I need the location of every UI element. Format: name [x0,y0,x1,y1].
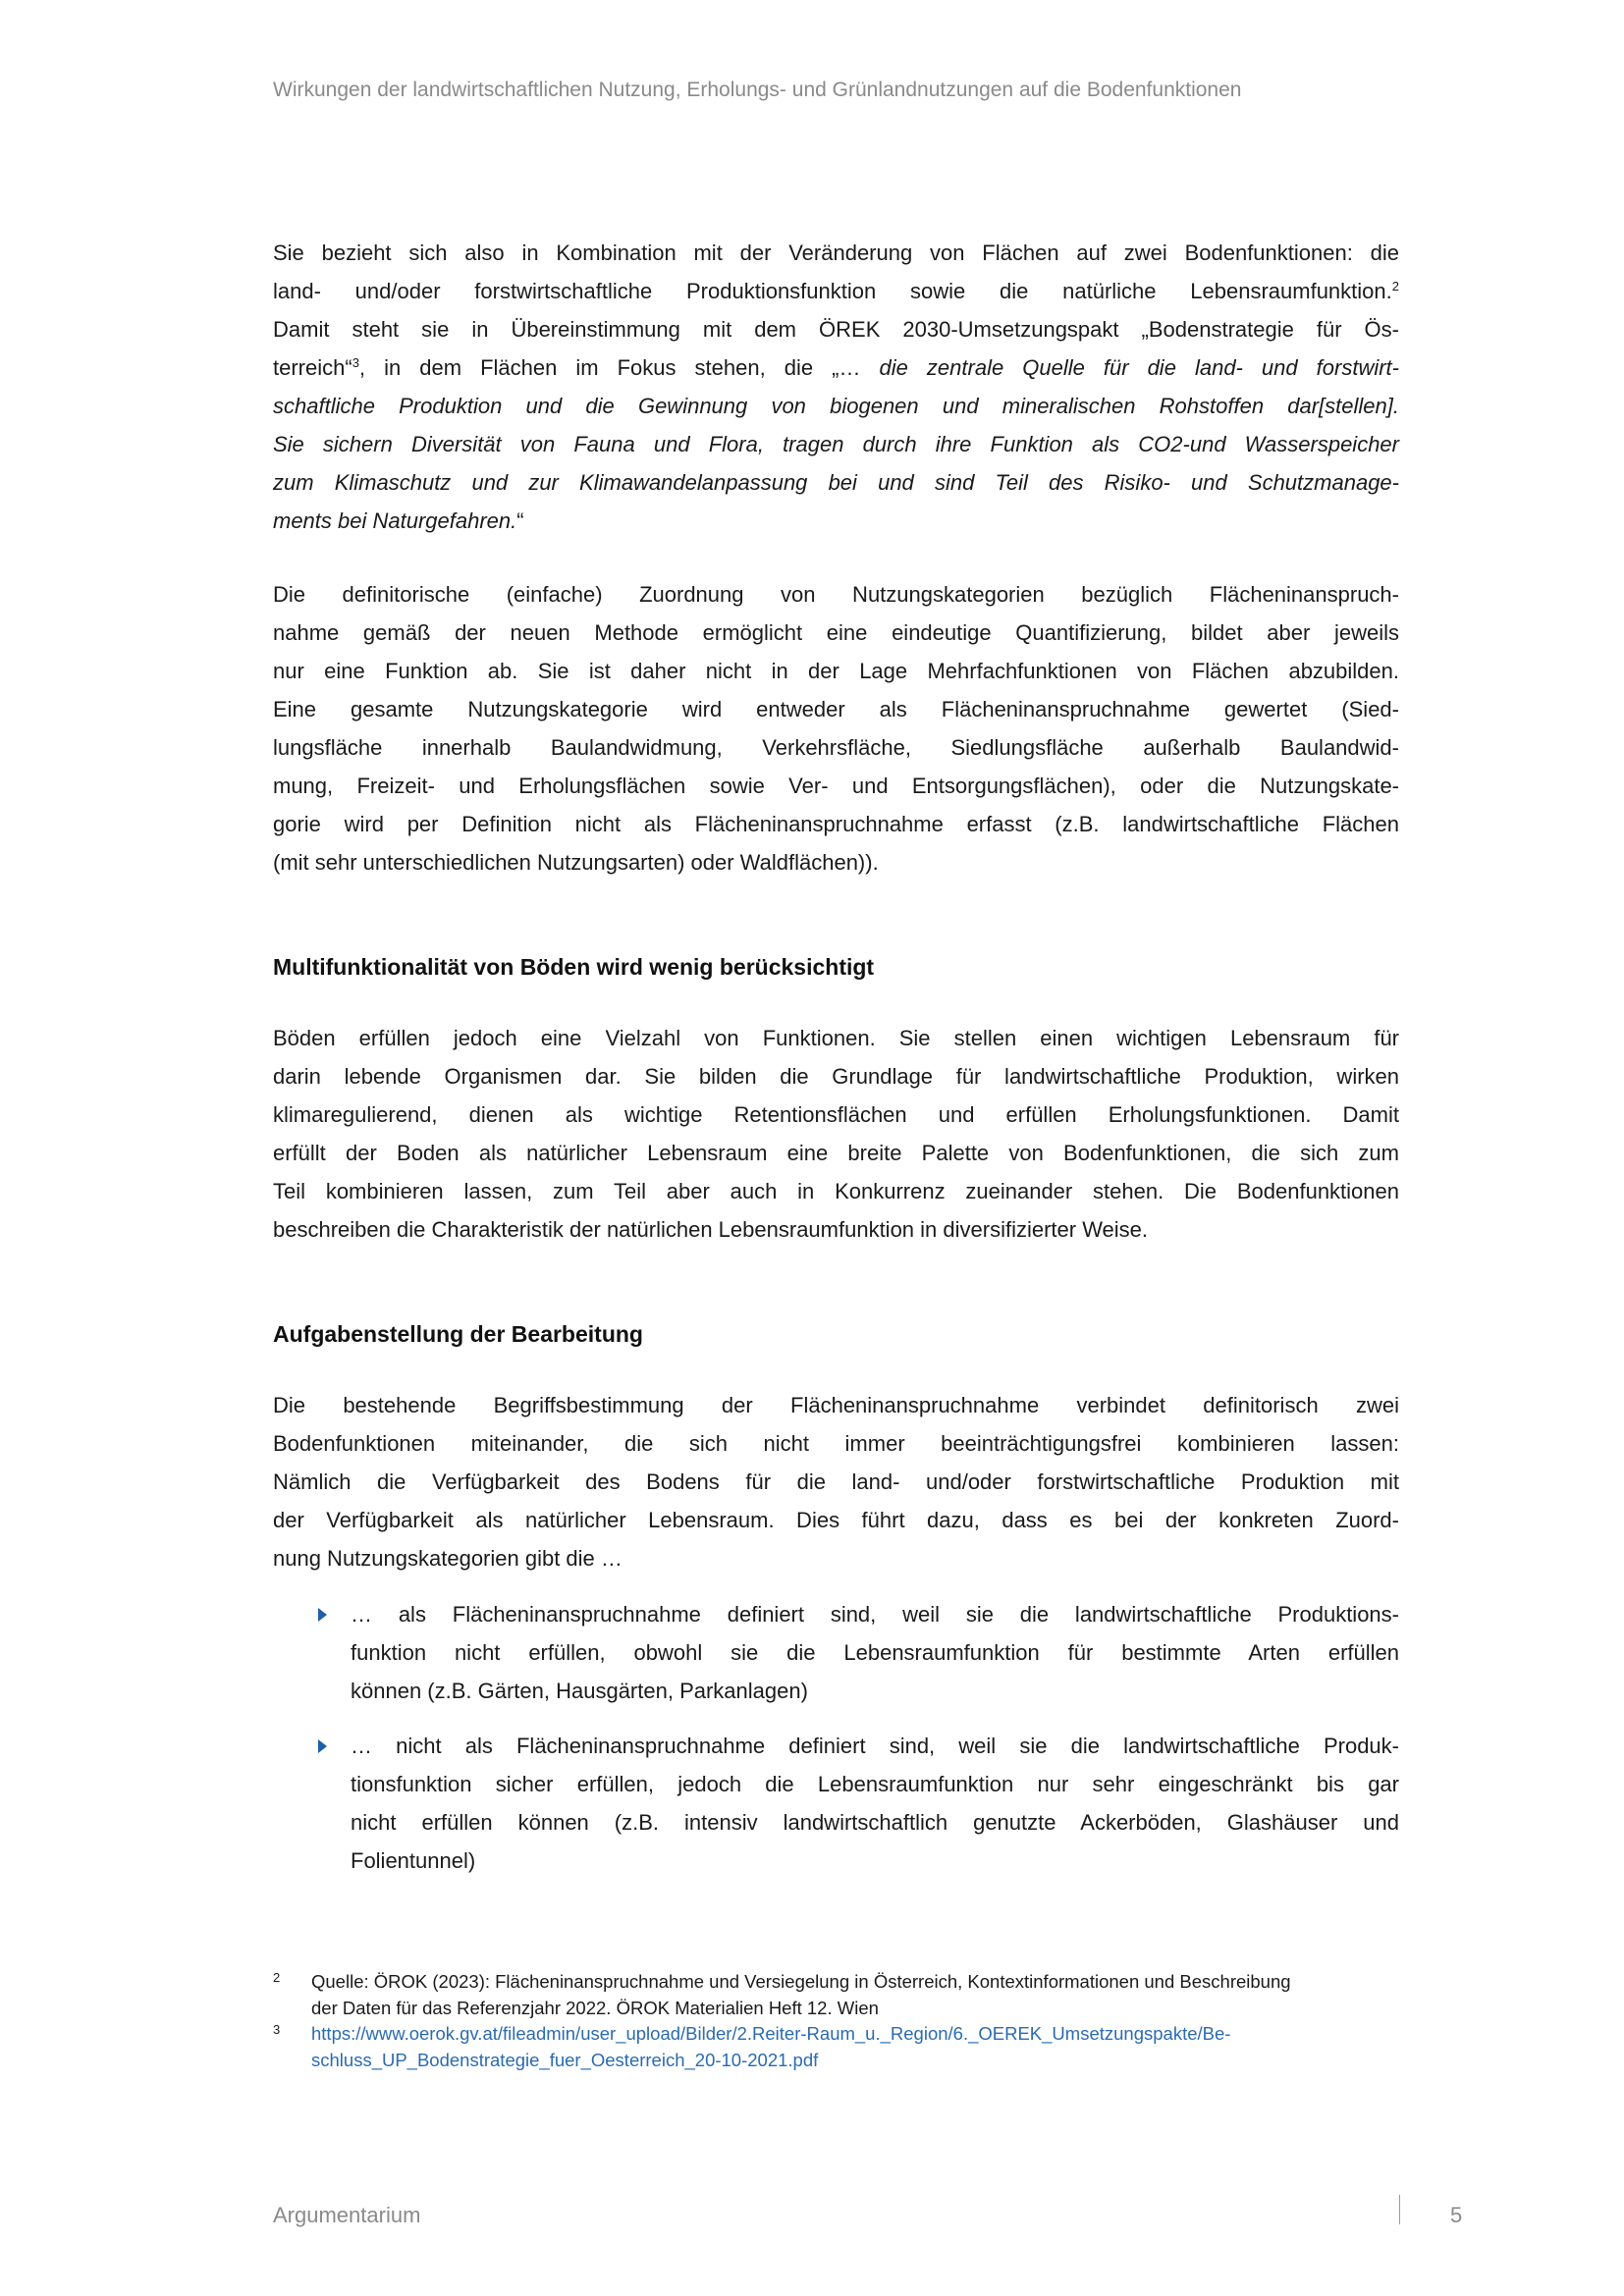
text-line: Folientunnel) [351,1848,476,1873]
footnote-reference[interactable]: 2 [1391,279,1399,294]
footnote-text [311,1968,1291,2021]
paragraph-bodenfunktionen [273,1019,1399,1249]
text-line [273,463,1399,502]
text-line: der Verfügbarkeit als natürlicher Lebensraum. Dies führt dazu, dass es bei der konkreten Zuord- [273,1508,1399,1532]
footnote-line: der Daten für das Referenzjahr 2022. ÖROK Materialien Heft 12. Wien [311,1998,879,2018]
text-line: können (z.B. Gärten, Hausgärten, Parkanlagen) [351,1679,808,1703]
quoted-text: zum Klimaschutz und zur Klimawandelanpassung bei und sind Teil des Risiko- und Schutzmanage- [273,470,1399,495]
text-line: (mit sehr unterschiedlichen Nutzungsarten) oder Waldflächen)). [273,850,879,875]
paragraph-aufgabenstellung [273,1386,1399,1577]
text-line: klimaregulierend, dienen als wichtige Retentionsflächen und erfüllen Erholungsfunktionen. Damit [273,1102,1399,1127]
page-number: 5 [1450,2203,1463,2227]
text-line: funktion nicht erfüllen, obwohl sie die Lebensraumfunktion für bestimmte Arten erfüllen [351,1640,1399,1665]
footnote-link-line[interactable]: schluss_UP_Bodenstrategie_fuer_Oesterreich_20-10-2021.pdf [311,2050,819,2070]
text-line: nung Nutzungskategorien gibt die … [273,1546,623,1571]
footnote-line: Quelle: ÖROK (2023): Flächeninanspruchnahme und Versiegelung in Österreich, Kontextinformationen und Beschreibung [311,1971,1291,1992]
text-line: … als Flächeninanspruchnahme definiert sind, weil sie die landwirtschaftliche Produktions- [351,1602,1399,1627]
text-line: Böden erfüllen jedoch eine Vielzahl von Funktionen. Sie stellen einen wichtigen Lebensraum für [273,1026,1399,1050]
quoted-text: schaftliche Produktion und die Gewinnung von biogenen und mineralischen Rohstoffen dar[stellen]. [273,394,1399,418]
text-line: Bodenfunktionen miteinander, die sich nicht immer beeinträchtigungsfrei kombinieren lassen: [273,1431,1399,1456]
text-line: Die definitorische (einfache) Zuordnung von Nutzungskategorien bezüglich Flächeninanspruch- [273,582,1399,607]
text-line: gorie wird per Definition nicht als Flächeninanspruchnahme erfasst (z.B. landwirtschaftliche Flächen [273,812,1399,836]
text-segment: terreich“ [273,355,352,380]
footnote-reference[interactable]: 3 [352,355,359,370]
text-line [273,387,1399,425]
bullet-text [351,1595,1399,1710]
running-header: Wirkungen der landwirtschaftlichen Nutzung, Erholungs- und Grünlandnutzungen auf die Bodenfunktionen [273,79,1242,101]
triangle-bullet-icon [318,1739,327,1753]
footnote-link[interactable] [311,2020,1230,2073]
text-line [273,502,1399,540]
text-line: Nämlich die Verfügbarkeit des Bodens für die land- und/oder forstwirtschaftliche Produktion mit [273,1469,1399,1494]
text-line: … nicht als Flächeninanspruchnahme definiert sind, weil sie die landwirtschaftliche Produk- [351,1734,1399,1758]
text-line: lungsfläche innerhalb Baulandwidmung, Verkehrsfläche, Siedlungsfläche außerhalb Baulandwid- [273,735,1399,760]
text-segment: , in dem Flächen im Fokus stehen, die „… [358,355,880,380]
text-segment: land- und/oder forstwirtschaftliche Produktionsfunktion sowie die natürliche Lebensraumfunktion. [273,279,1392,303]
paragraph-definition [273,575,1399,881]
text-line: Damit steht sie in Übereinstimmung mit dem ÖREK 2030-Umsetzungspakt „Bodenstrategie für Ös- [273,317,1399,342]
footnote-number: 3 [273,2022,281,2037]
text-line: beschreiben die Charakteristik der natürlichen Lebensraumfunktion in diversifizierter Weise. [273,1217,1149,1242]
triangle-bullet-icon [318,1608,327,1622]
quoted-text: Sie sichern Diversität von Fauna und Flora, tragen durch ihre Funktion als CO2-und Wasserspeicher [273,432,1399,456]
heading-multifunktionalitaet: Multifunktionalität von Böden wird wenig berücksichtigt [273,954,875,980]
text-line [273,272,1399,310]
bullet-text [351,1727,1399,1880]
text-segment: “ [516,508,524,533]
text-line: Teil kombinieren lassen, zum Teil aber auch in Konkurrenz zueinander stehen. Die Bodenfunktionen [273,1179,1399,1203]
text-line: nur eine Funktion ab. Sie ist daher nicht in der Lage Mehrfachfunktionen von Flächen abzubilden. [273,659,1399,683]
text-line [273,425,1399,463]
text-line [273,348,1399,387]
text-line: erfüllt der Boden als natürlicher Lebensraum eine breite Palette von Bodenfunktionen, die sich zum [273,1141,1399,1165]
text-line: darin lebende Organismen dar. Sie bilden die Grundlage für landwirtschaftliche Produktion, wirken [273,1064,1399,1089]
quoted-text: die zentrale Quelle für die land- und forstwirt- [879,355,1399,380]
quoted-text: ments bei Naturgefahren. [273,508,517,533]
footer-label: Argumentarium [273,2203,421,2227]
footnote-link-line[interactable]: https://www.oerok.gv.at/fileadmin/user_upload/Bilder/2.Reiter-Raum_u._Region/6._OEREK_Umsetzungspakte/Be- [311,2023,1231,2044]
footnote-number: 2 [273,1970,281,1985]
text-line: nicht erfüllen können (z.B. intensiv landwirtschaftlich genutzte Ackerböden, Glashäuser und [351,1810,1399,1835]
footer-divider [1399,2195,1400,2224]
text-line: Sie bezieht sich also in Kombination mit der Veränderung von Flächen auf zwei Bodenfunktionen: die [273,240,1399,265]
heading-aufgabenstellung: Aufgabenstellung der Bearbeitung [273,1321,643,1347]
text-line: mung, Freizeit- und Erholungsflächen sowie Ver- und Entsorgungsflächen), oder die Nutzungskate- [273,774,1399,798]
text-line: Eine gesamte Nutzungskategorie wird entweder als Flächeninanspruchnahme gewertet (Sied- [273,697,1399,721]
text-line: nahme gemäß der neuen Methode ermöglicht eine eindeutige Quantifizierung, bildet aber jeweils [273,620,1399,645]
text-line: Die bestehende Begriffsbestimmung der Flächeninanspruchnahme verbindet definitorisch zwei [273,1393,1399,1417]
text-line: tionsfunktion sicher erfüllen, jedoch die Lebensraumfunktion nur sehr eingeschränkt bis gar [351,1772,1399,1796]
paragraph-intro [273,234,1399,540]
